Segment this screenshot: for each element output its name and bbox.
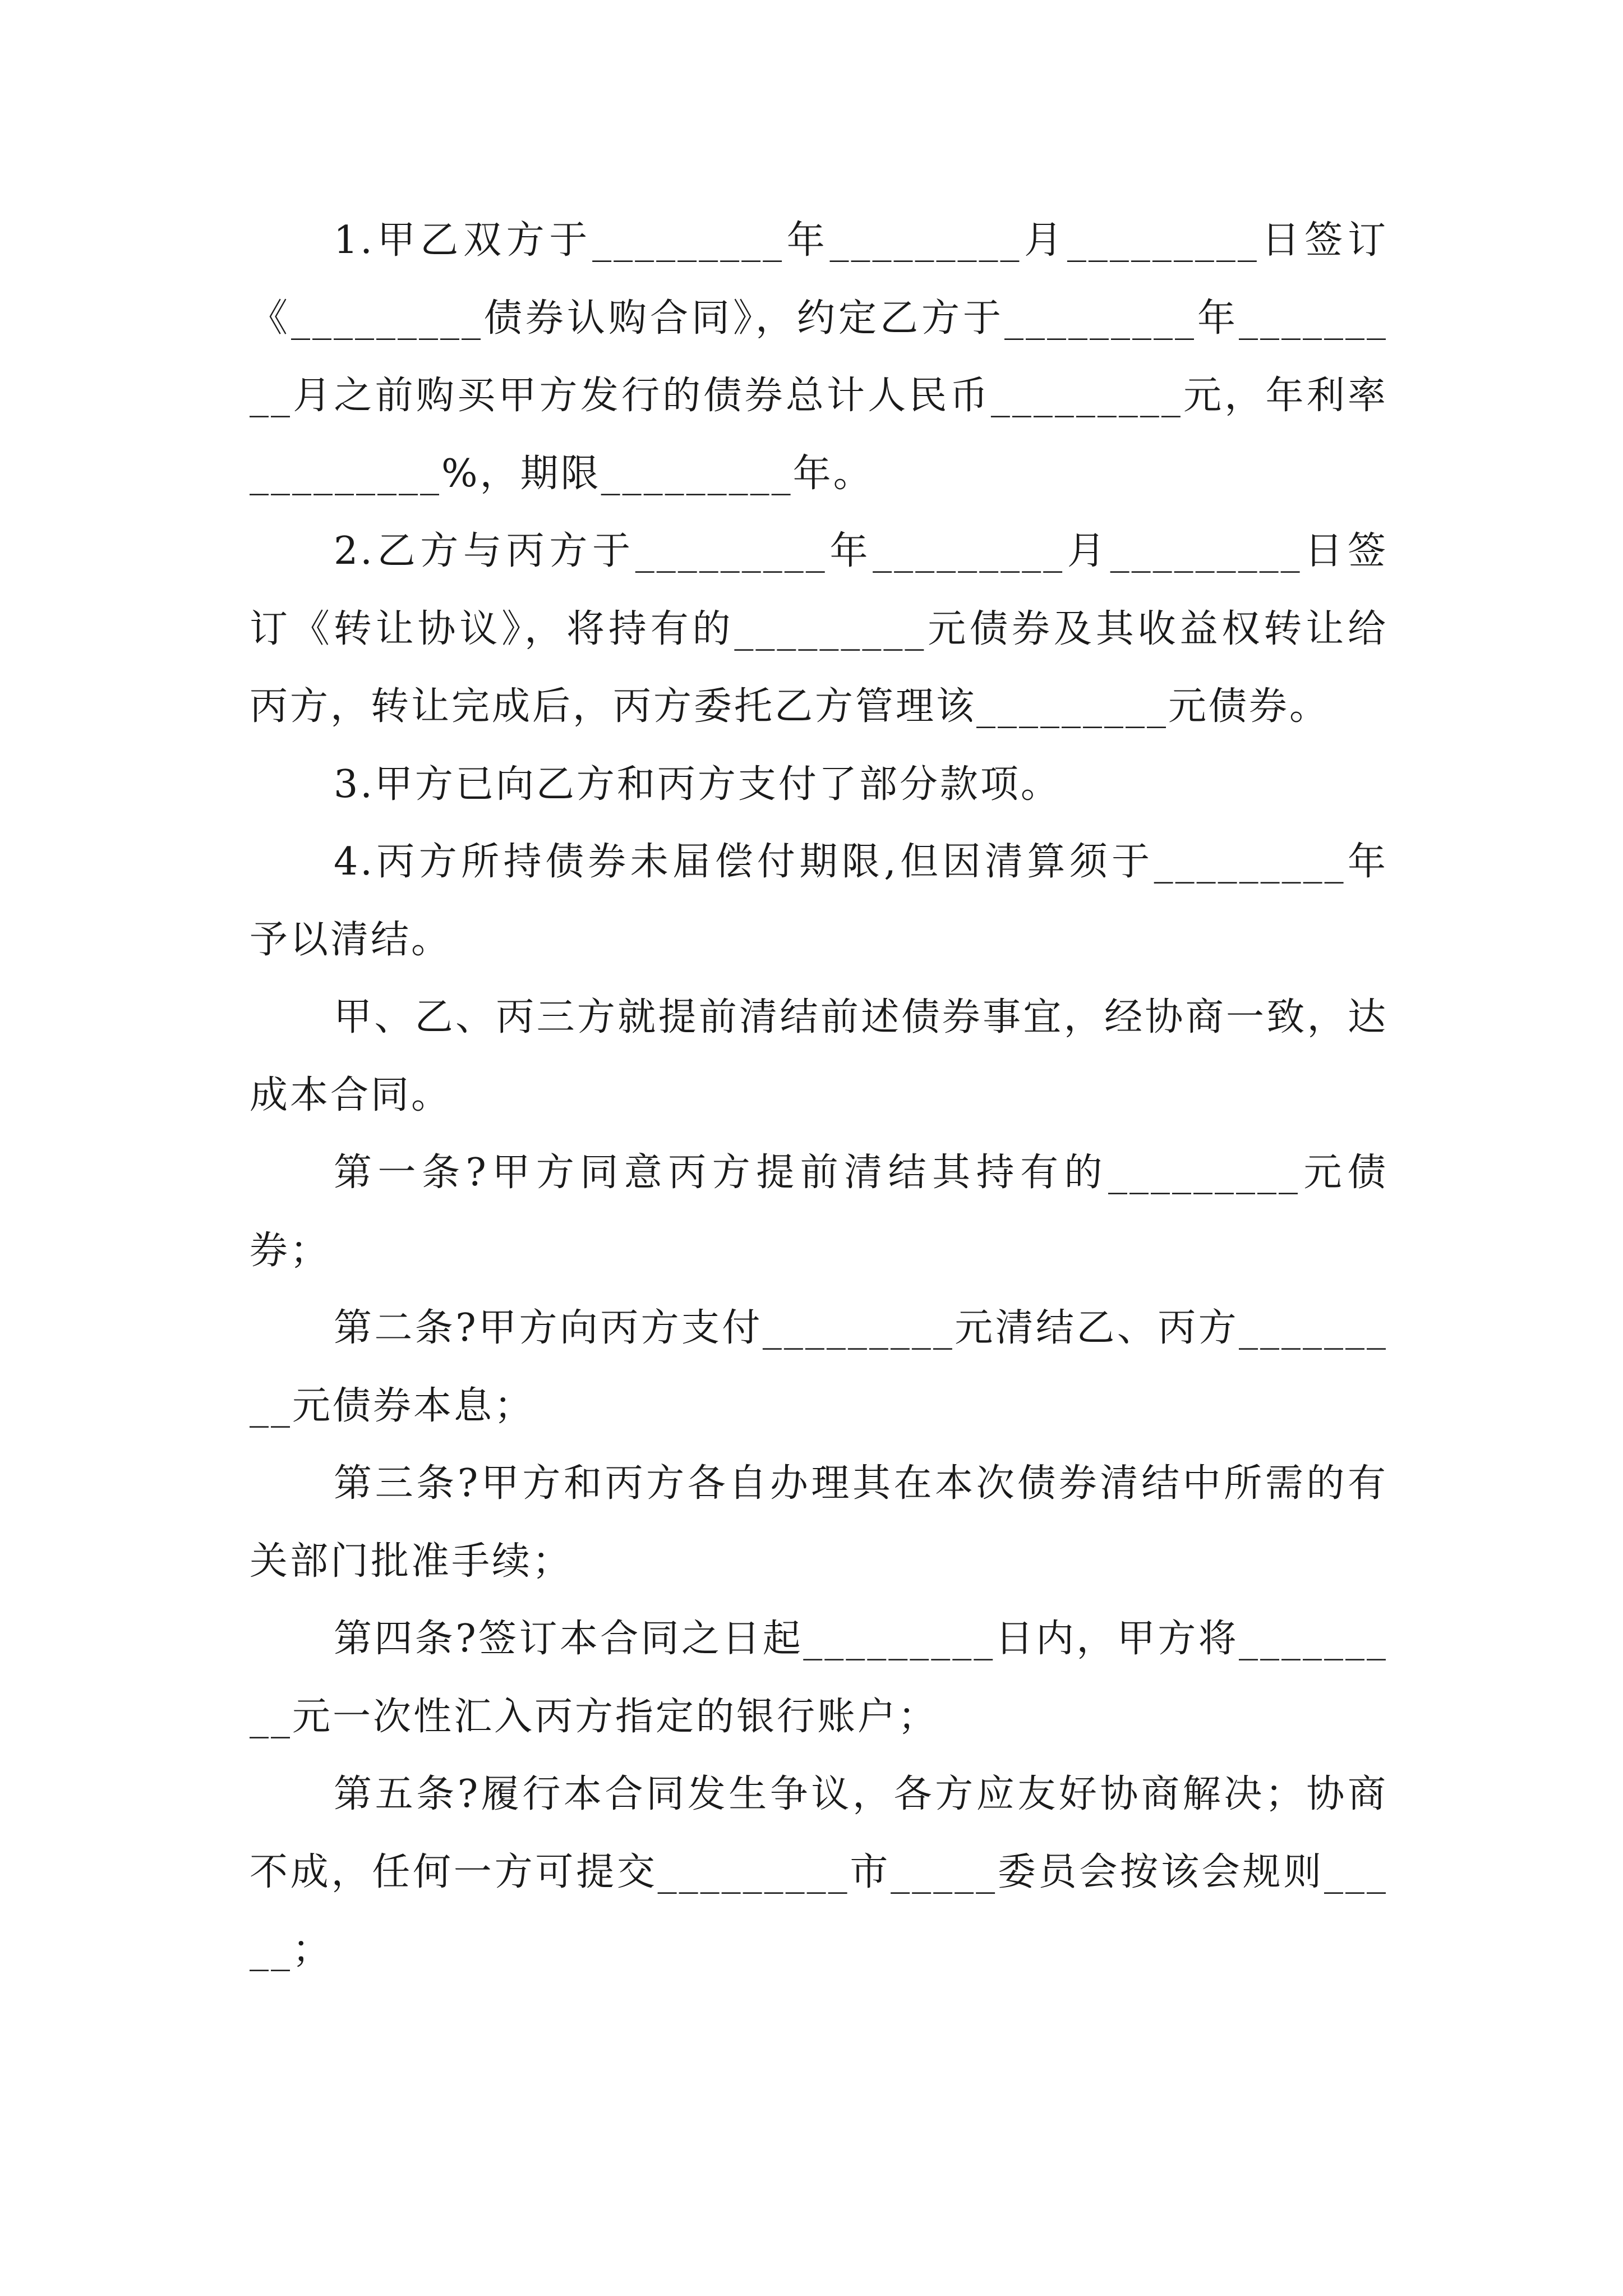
paragraph-3: 3.甲方已向乙方和丙方支付了部分款项。 [334, 762, 1061, 807]
article-3: 第三条?甲方和丙方各自办理其在本次债券清结中所需的有关部门批准手续； [250, 1461, 1388, 1584]
article-2: 第二条?甲方向丙方支付_________元清结乙、丙方_________元债券本息； [250, 1306, 1388, 1428]
article-4: 第四条?签订本合同之日起_________日内，甲方将_________元一次性汇入丙方指定的银行账户； [250, 1617, 1388, 1739]
article-5: 第五条?履行本合同发生争议，各方应友好协商解决；协商不成，任何一方可提交_________市_____委员会按该会规则_____； [250, 1772, 1388, 1972]
paragraph-4: 4.丙方所持债券未届偿付期限,但因清算须于_________年予以清结。 [250, 840, 1388, 962]
paragraph-1: 1.甲乙双方于_________年_________月_________日签订《_________债券认购合同》，约定乙方于_________年_________月之前购买甲方发行的债券总计人民币_________元，年利率_________%，期限_________年。 [250, 218, 1388, 496]
paragraph-2: 2.乙方与丙方于_________年_________月_________日签订《转让协议》，将持有的_________元债券及其收益权转让给丙方，转让完成后，丙方委托乙方管理该_________元债券。 [250, 529, 1388, 729]
document-body [250, 202, 1388, 1989]
paragraph-agreement-intro: 甲、乙、丙三方就提前清结前述债券事宜，经协商一致，达成本合同。 [250, 995, 1388, 1117]
article-1: 第一条?甲方同意丙方提前清结其持有的_________元债券； [250, 1151, 1388, 1273]
